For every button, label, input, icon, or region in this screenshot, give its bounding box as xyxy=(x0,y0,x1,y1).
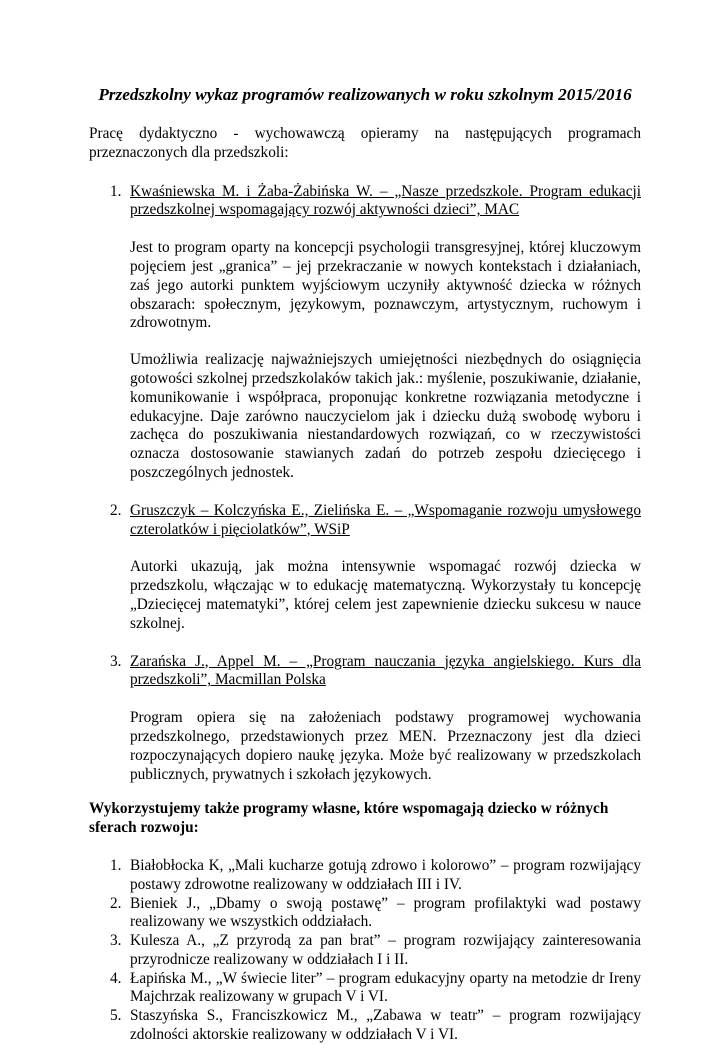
own-program-text: Łapińska M., „W świecie liter” – program edukacyjny oparty na metodzie dr Ireny Majchrzak realizowany w grupach V i VI. xyxy=(130,969,641,1006)
own-program-list xyxy=(89,857,641,1045)
own-program-number: 3. xyxy=(110,932,122,950)
program-item xyxy=(89,502,641,634)
program-reference: Kwaśniewska M. i Żaba-Żabińska W. – „Nasze przedszkole. Program edukacji przedszkolnej wspomagający rozwój aktywności dzieci”, MAC xyxy=(130,182,641,219)
own-program-number: 4. xyxy=(110,969,122,987)
own-program-item xyxy=(89,970,641,1008)
own-program-number: 2. xyxy=(110,894,122,912)
program-number: 1. xyxy=(110,182,122,200)
program-reference: Gruszczyk – Kolczyńska E., Zielińska E. – „Wspomaganie rozwoju umysłowego czterolatków i pięciolatków”, WSiP xyxy=(130,501,641,538)
own-program-text: Staszyńska S., Franciszkowicz M., „Zabawa w teatr” – program rozwijający zdolności aktorskie realizowany w oddziałach V i VI. xyxy=(130,1007,641,1044)
program-item xyxy=(89,653,641,785)
program-list xyxy=(89,183,641,785)
program-description: Umożliwia realizację najważniejszych umiejętności niezbędnych do osiągnięcia gotowości szkolnej przedszkolaków takich jak.: myślenie, poszukiwanie, działanie, komunikowanie i współpraca, proponując konkretne rozwiązania metodyczne i edukacyjne. Daje zarówno nauczycielom jak i dziecku dużą swobodę wyboru i zachęca do poszukiwania niestandardowych rozwiązań, co w rzeczywistości oznacza dostosowanie stawianych zadań do potrzeb zespołu dziecięcego i poszczególnych jednostek. xyxy=(130,351,641,481)
document-title: Przedszkolny wykaz programów realizowanych w roku szkolnym 2015/2016 xyxy=(98,85,632,104)
own-program-number: 1. xyxy=(110,856,122,874)
own-program-text: Białobłocka K, „Mali kucharze gotują zdrowo i kolorowo” – program rozwijający postawy zdrowotne realizowany w oddziałach III i IV. xyxy=(130,856,641,893)
own-program-number: 5. xyxy=(110,1007,122,1025)
own-program-item xyxy=(89,932,641,970)
own-programs-heading: Wykorzystujemy także programy własne, które wspomagają dziecko w różnych sferach rozwoju: xyxy=(89,800,609,837)
own-program-text: Kulesza A., „Z przyrodą za pan brat” – program rozwijający zainteresowania przyrodnicze realizowany w oddziałach I i II. xyxy=(130,932,641,968)
own-program-item xyxy=(89,895,641,933)
program-reference: Zarańska J., Appel M. – „Program nauczania języka angielskiego. Kurs dla przedszkoli”, Macmillan Polska xyxy=(130,652,641,689)
program-item xyxy=(89,183,641,483)
intro-paragraph: Pracę dydaktyczno - wychowawczą opieramy na następujących programach przeznaczonych dla przedszkoli: xyxy=(89,125,641,161)
program-number: 3. xyxy=(110,652,122,670)
own-program-item xyxy=(89,857,641,895)
own-program-item xyxy=(89,1007,641,1045)
program-description: Program opiera się na założeniach podstawy programowej wychowania przedszkolnego, przedstawionych przez MEN. Przeznaczony jest dla dzieci rozpoczynających dopiero naukę języka. Może być realizowany w przedszkolach publicznych, prywatnych i szkołach językowych. xyxy=(130,709,641,783)
program-description: Jest to program oparty na koncepcji psychologii transgresyjnej, której kluczowym pojęciem jest „granica” – jej przekraczanie w nowych kontekstach i działaniach, zaś jego autorki punktem wyjściowym uczyniły aktywność dziecka w różnych obszarach: społecznym, językowym, poznawczym, artystycznym, ruchowym i zdrowotnym. xyxy=(130,239,641,332)
program-number: 2. xyxy=(110,501,122,519)
program-description: Autorki ukazują, jak można intensywnie wspomagać rozwój dziecka w przedszkolu, włączając w to edukację matematyczną. Wykorzystały tu koncepcję „Dziecięcej matematyki”, której celem jest zapewnienie dziecku sukcesu w nauce szkolnej. xyxy=(130,558,641,632)
own-program-text: Bieniek J., „Dbamy o swoją postawę” – program profilaktyki wad postawy realizowany we wszystkich oddziałach. xyxy=(130,894,641,931)
